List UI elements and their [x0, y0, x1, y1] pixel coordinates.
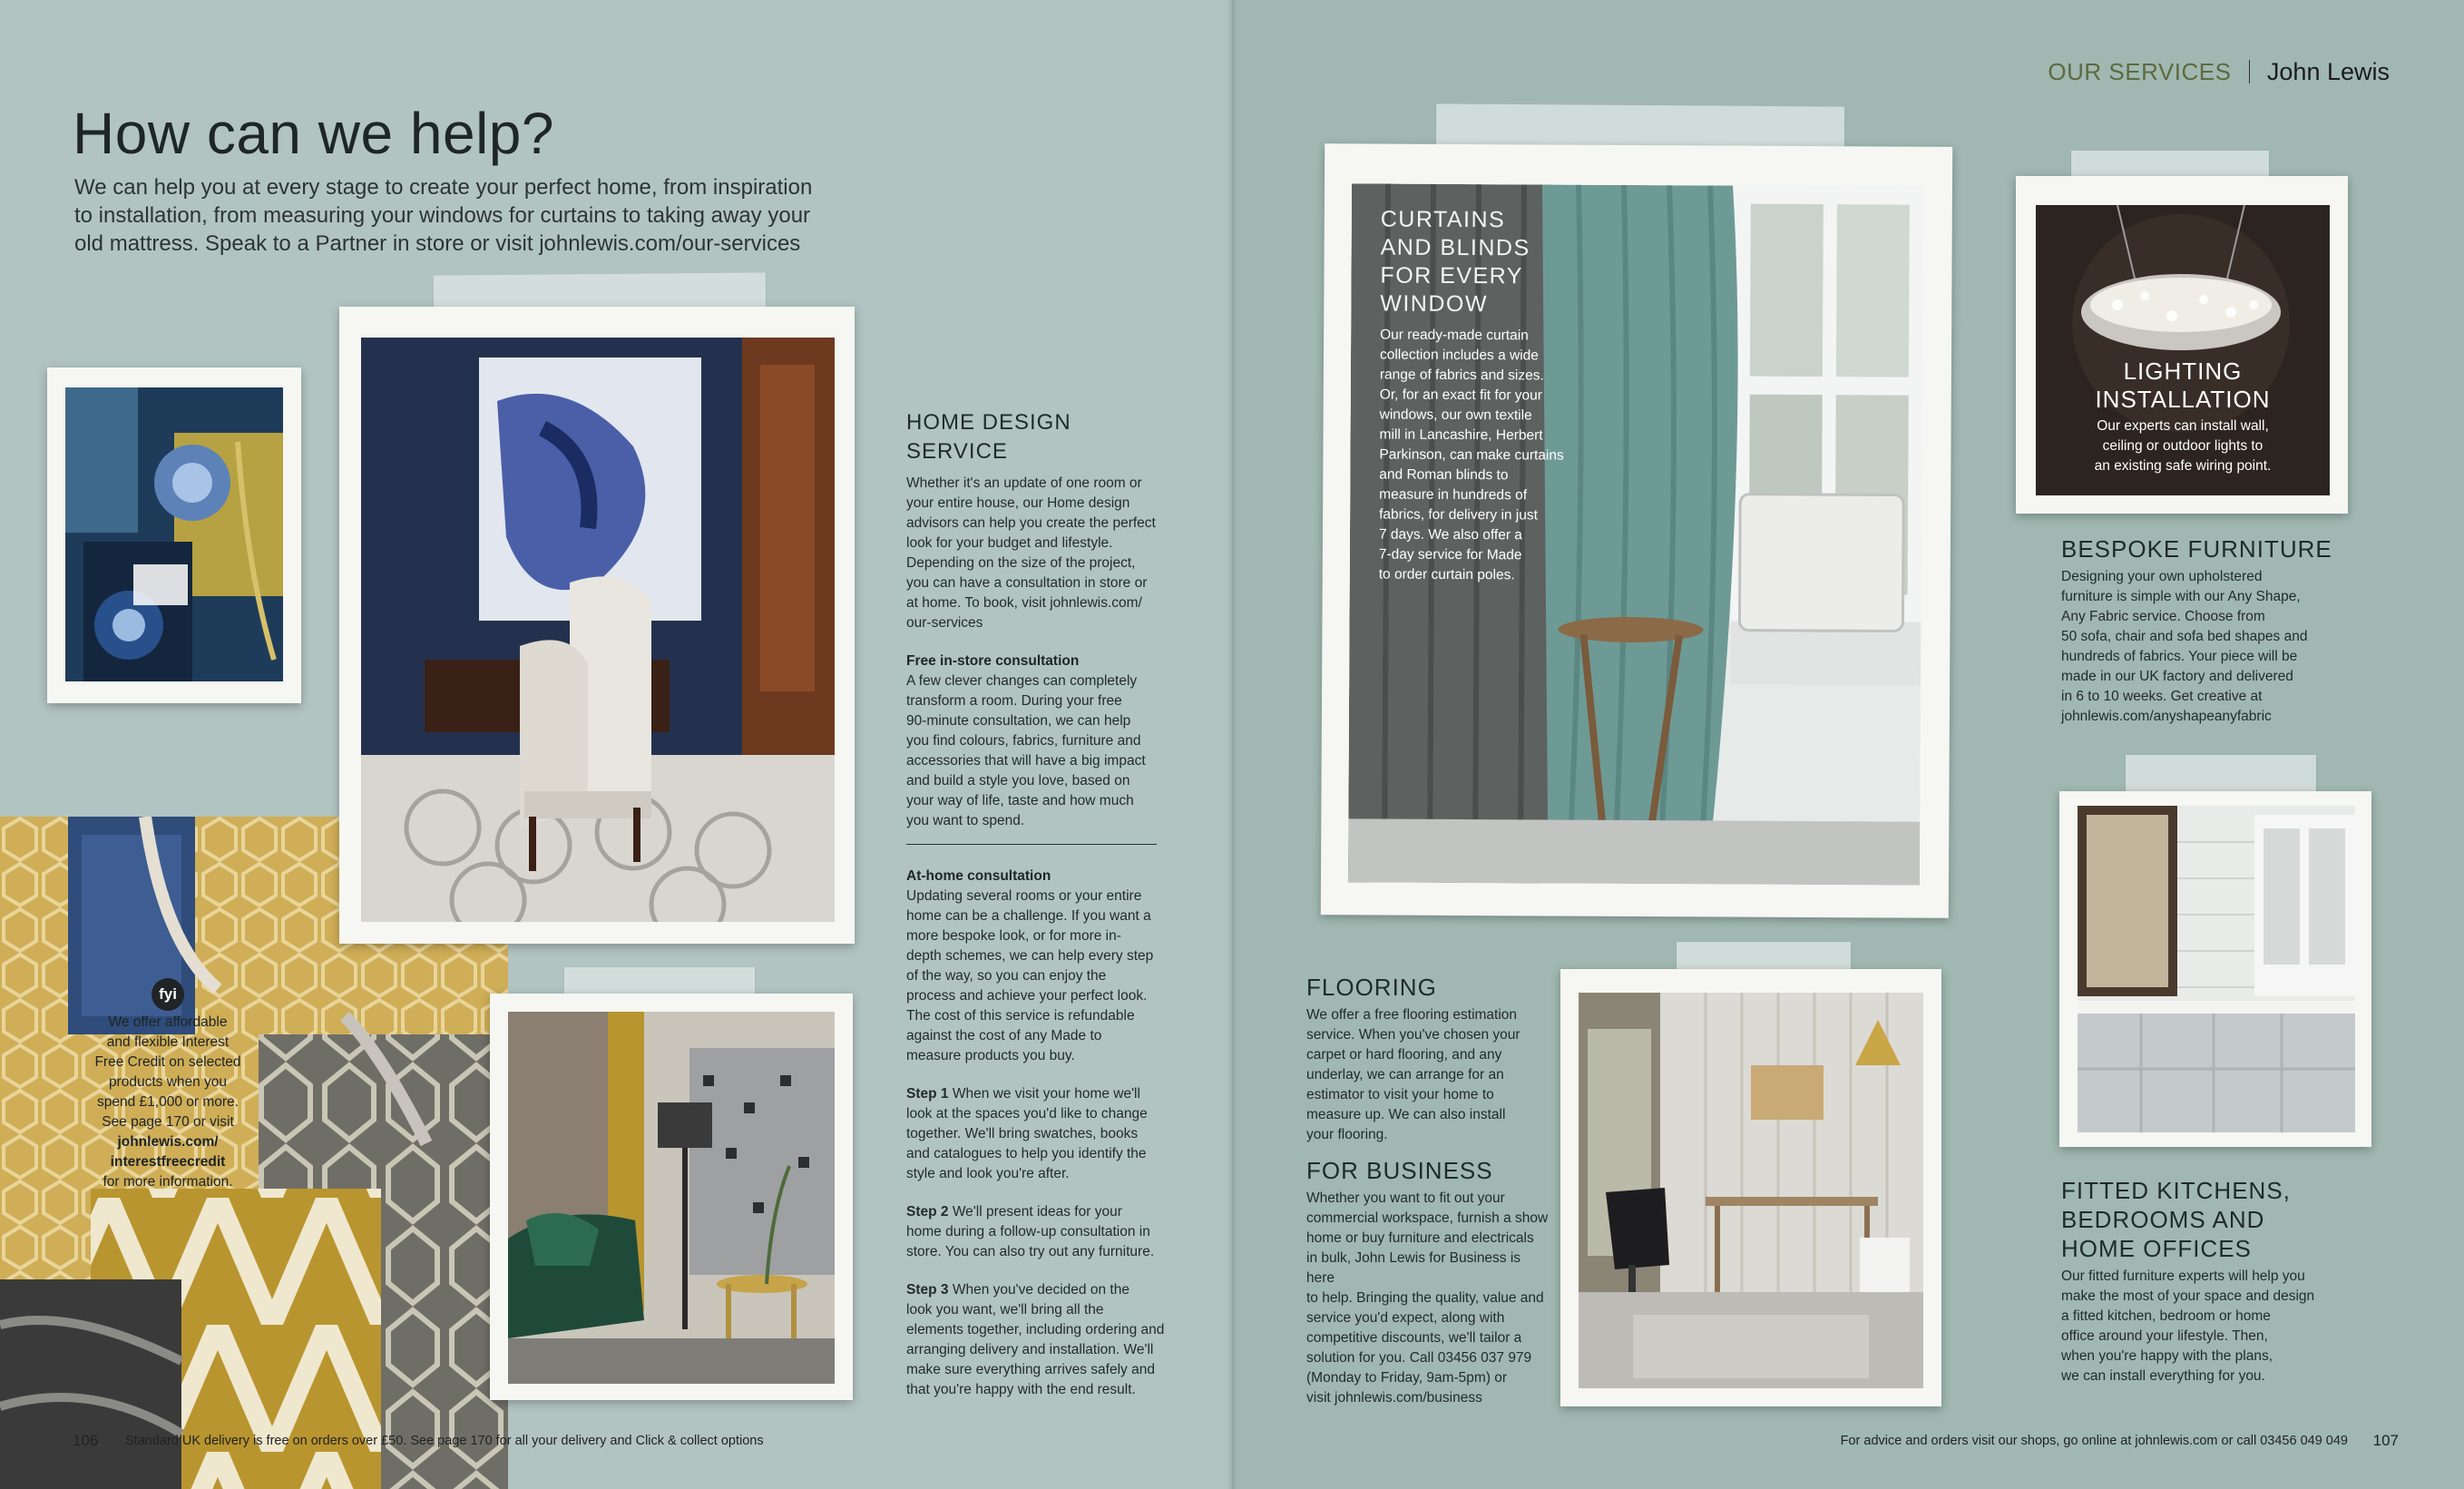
curtains-text: Our ready-made curtain collection includes a wide range of fabrics and sizes. Or, for an exact fit for your windows, our own textile mill in Lancashire, Herbert Parkinson, can make curtains and Roman blinds to measure in hundreds of fabrics, for delivery in just 7 days. We also offer a 7-day service for Made to order curtain poles.	[1378, 327, 1564, 583]
section-title: FOR BUSINESS	[1306, 1157, 1493, 1184]
kitchen-photo	[2078, 806, 2355, 1132]
page-number-right: 107	[2372, 1432, 2399, 1449]
footer-advice-text: For advice and orders visit our shops, go online at johnlewis.com or call 03456 049 049	[1840, 1434, 2348, 1448]
page-header	[2048, 58, 2390, 86]
living-room-photo	[361, 338, 835, 922]
business-section	[1306, 1156, 1551, 1408]
page-spine	[1227, 0, 1237, 1489]
curtains-title: CURTAINS AND BLINDS FOR EVERY WINDOW	[1380, 206, 1530, 318]
fyi-link[interactable]: interestfreecredit	[110, 1154, 226, 1170]
lighting-overlay	[2036, 358, 2330, 476]
page-number-left: 106	[73, 1432, 99, 1449]
flooring-text: We offer a free flooring estimation service. When you've chosen your carpet or hard flooring, and any underlay, we can arrange for an estimator to visit your home to measure up. We can also install your flooring.	[1306, 1007, 1520, 1142]
office-polaroid	[1560, 969, 1941, 1406]
athome-text: Updating several rooms or your entire home can be a challenge. If you want a more bespoke look, or for more in- depth schemes, we can help every step of the way, so you can enjoy the process and achieve your perfect look. The cost of this service is refundable against the cost of any Made to measure products you buy.	[906, 888, 1154, 1063]
instore-title: Free in-store consultation	[906, 653, 1080, 669]
header-divider	[2249, 60, 2250, 83]
step-2: Step 2 We'll present ideas for your home during a follow-up consultation in store. You can also try out any furniture.	[906, 1204, 1155, 1259]
flooring-section	[1306, 973, 1551, 1145]
section-title: HOME DESIGN SERVICE	[906, 410, 1071, 464]
kitchens-text: Our fitted furniture experts will help you make the most of your space and design a fitted kitchen, bedroom or home office around your lifestyle. Then, when you're happy with the plans, we can install everything for you.	[2061, 1269, 2315, 1384]
home-design-text: Whether it's an update of one room or your entire house, our Home design advisors can help you create the perfect look for your budget and lifestyle. Depending on the size of the project, you can have a consultation in store or at home. To book, visit johnlewis.com/ our-services	[906, 475, 1156, 631]
instore-text: A few clever changes can completely transform a room. During your free 90-minute consultation, we can help you find colours, fabrics, furniture and accessories that will have a big impact and build a style you love, based on your way of life, taste and how much you want to spend.	[906, 673, 1146, 828]
brand-logo: John Lewis	[2266, 58, 2390, 85]
section-label: OUR SERVICES	[2048, 58, 2232, 85]
section-title: BESPOKE FURNITURE	[2061, 535, 2332, 563]
curtains-polaroid	[1321, 143, 1952, 918]
fyi-note: fyi We offer affordable and flexible Interest Free Credit on selected products when you spend £1,000 or more. See page 170 or visit johnlewis.com/ interestfreecredit for more information.	[64, 978, 272, 1192]
step-3: Step 3 When you've decided on the look you want, we'll bring all the elements together, including ordering and arranging delivery and installation. We'll make sure everything arrives safely and that you're happy with the end result.	[906, 1282, 1165, 1397]
lighting-title: LIGHTING INSTALLATION	[2095, 358, 2271, 413]
bespoke-text: Designing your own upholstered furniture is simple with our Any Shape, Any Fabric service. Choose from 50 sofa, chair and sofa bed shapes and hundreds of fabrics. Your piece will be made in our UK factory and delivered in 6 to 10 weeks. Get creative at johnlewis.com/anyshapeanyfabric	[2061, 569, 2308, 724]
green-sofa-photo	[508, 1012, 835, 1384]
athome-title: At-home consultation	[906, 868, 1051, 884]
footer-delivery-text: Standard UK delivery is free on orders over £50. See page 170 for all your delivery and Click & collect options	[125, 1434, 764, 1448]
fyi-badge: fyi	[152, 978, 184, 1011]
curtains-overlay	[1379, 206, 1580, 586]
fyi-link[interactable]: johnlewis.com/	[117, 1134, 219, 1150]
moodboard-polaroid	[47, 367, 301, 703]
business-text: Whether you want to fit out your commercial workspace, furnish a show home or buy furniture and electricals in bulk, John Lewis for Business is here to help. Bringing the quality, value and service you'd expect, along with competitive discounts, we'll tailor a solution for you. Call 03456 037 979 (Monday to Friday, 9am-5pm) or visit johnlewis.com/business	[1306, 1190, 1549, 1406]
section-title: FLOORING	[1306, 974, 1437, 1001]
moodboard-photo	[65, 387, 283, 681]
lighting-polaroid	[2016, 176, 2348, 514]
home-design-section	[906, 408, 1165, 1400]
bespoke-section	[2061, 534, 2352, 727]
section-title: FITTED KITCHENS, BEDROOMS AND HOME OFFICES	[2061, 1177, 2291, 1262]
lighting-text: Our experts can install wall, ceiling or outdoor lights to an existing safe wiring point.	[2094, 418, 2272, 474]
kitchens-section	[2061, 1176, 2352, 1386]
page-title: How can we help?	[73, 101, 554, 166]
intro-text: We can help you at every stage to create your perfect home, from inspiration to installation, from measuring your windows for curtains to taking away your old mattress. Speak to a Partner in store or visit johnlewis.com/our-services	[74, 175, 813, 256]
section-divider	[906, 844, 1157, 845]
green-sofa-polaroid	[490, 994, 853, 1400]
living-room-polaroid	[339, 307, 855, 944]
office-photo	[1579, 993, 1923, 1388]
step-1: Step 1 When we visit your home we'll look at the spaces you'd like to change together. We'll bring swatches, books and catalogues to help you identify the style and look you're after.	[906, 1086, 1148, 1181]
kitchen-polaroid	[2059, 791, 2371, 1147]
right-page	[1232, 0, 2464, 1489]
